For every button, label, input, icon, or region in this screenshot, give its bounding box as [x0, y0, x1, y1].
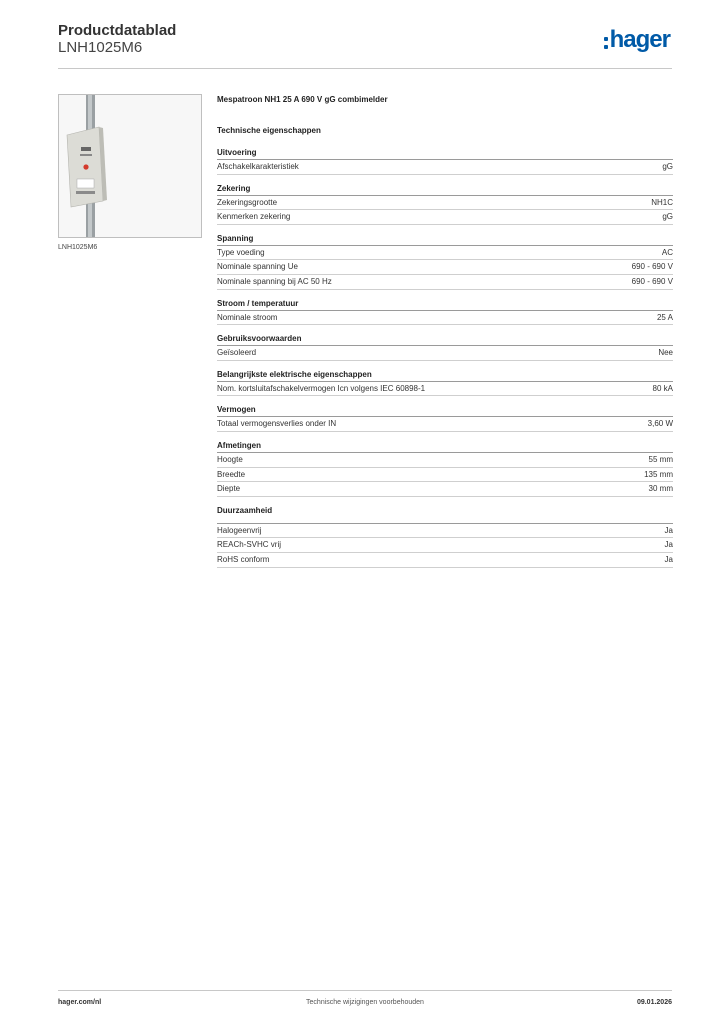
- fuse-cartridge-photo-icon: [58, 94, 202, 238]
- spec-row: [217, 210, 673, 225]
- product-name: Mespatroon NH1 25 A 690 V gG combimelder: [217, 95, 388, 104]
- product-code: LNH1025M6: [58, 39, 143, 56]
- page-header: [58, 22, 672, 69]
- spec-row: [217, 417, 673, 432]
- spec-group-gebruiksvoorwaarden: [217, 333, 673, 361]
- group-title: Afmetingen: [217, 440, 673, 453]
- group-title: Uitvoering: [217, 147, 673, 160]
- spec-row: [217, 260, 673, 275]
- spec-label: Totaal vermogensverlies onder IN: [217, 419, 337, 429]
- hager-logo: [604, 26, 670, 54]
- spec-value: 690 - 690 V: [631, 276, 673, 286]
- spec-value: 55 mm: [648, 454, 673, 464]
- spec-row: [217, 160, 673, 175]
- document-title: Productdatablad: [58, 22, 177, 39]
- spec-row: [217, 196, 673, 211]
- group-title: Gebruiksvoorwaarden: [217, 333, 673, 346]
- spec-group-elektrisch: [217, 369, 673, 397]
- spec-row: [217, 453, 673, 468]
- spec-group-spanning: [217, 233, 673, 290]
- spec-label: Nom. kortsluitafschakelvermogen Icn volgens IEC 60898-1: [217, 383, 426, 393]
- spec-label: Nominale spanning bij AC 50 Hz: [217, 276, 332, 286]
- spec-row: [217, 553, 673, 568]
- spec-value: NH1C: [651, 197, 673, 207]
- page-footer: [58, 990, 672, 1013]
- spec-label: Nominale stroom: [217, 312, 278, 322]
- spec-label: Geïsoleerd: [217, 348, 257, 358]
- spec-value: AC: [661, 247, 673, 257]
- spec-group-zekering: [217, 183, 673, 225]
- spec-label: Afschakelkarakteristiek: [217, 162, 299, 171]
- spec-row: [217, 468, 673, 483]
- spec-row: [217, 346, 673, 361]
- spec-value: 30 mm: [648, 484, 673, 494]
- spec-label: Zekeringsgrootte: [217, 197, 278, 207]
- footer-notice: Technische wijzigingen voorbehouden: [306, 999, 424, 1006]
- spec-value: 80 kA: [652, 383, 673, 393]
- footer-date: 09.01.2026: [636, 999, 672, 1006]
- spec-value: gG: [662, 162, 673, 171]
- spec-row: [217, 382, 673, 397]
- spec-label: Kenmerken zekering: [217, 212, 291, 222]
- spec-group-uitvoering: [217, 147, 673, 175]
- spec-label: Diepte: [217, 484, 241, 494]
- spec-group-duurzaamheid: [217, 505, 673, 568]
- spec-value: 690 - 690 V: [631, 262, 673, 272]
- spec-value: 135 mm: [644, 469, 673, 479]
- spec-value: 3,60 W: [647, 419, 673, 429]
- group-title: Stroom / temperatuur: [217, 298, 673, 311]
- group-title: Duurzaamheid: [217, 505, 673, 524]
- footer-website-link[interactable]: hager.com/nl: [58, 999, 102, 1006]
- logo-text: hager: [609, 26, 670, 53]
- spec-value: Ja: [664, 554, 673, 564]
- spec-row: [217, 482, 673, 497]
- spec-label: Breedte: [217, 469, 246, 479]
- spec-value: Ja: [664, 540, 673, 550]
- spec-label: RoHS conform: [217, 554, 270, 564]
- spec-group-vermogen: [217, 404, 673, 432]
- group-title: Belangrijkste elektrische eigenschappen: [217, 369, 673, 382]
- spec-row: [217, 311, 673, 326]
- spec-group-stroom: [217, 298, 673, 326]
- spec-value: Ja: [664, 525, 673, 535]
- spec-row: [217, 275, 673, 290]
- spec-row: [217, 538, 673, 553]
- spec-value: Nee: [658, 348, 673, 358]
- group-title: Spanning: [217, 233, 673, 246]
- tech-properties-heading: Technische eigenschappen: [217, 126, 321, 135]
- logo-dots-icon: [604, 37, 608, 49]
- group-title: Vermogen: [217, 404, 673, 417]
- product-details: [217, 95, 673, 576]
- spec-label: Halogeenvrij: [217, 525, 262, 535]
- spec-label: REACh-SVHC vrij: [217, 540, 282, 550]
- image-caption: LNH1025M6: [58, 244, 98, 251]
- spec-value: 25 A: [656, 312, 673, 322]
- spec-row: [217, 524, 673, 539]
- spec-group-afmetingen: [217, 440, 673, 497]
- spec-label: Type voeding: [217, 247, 265, 257]
- spec-row: [217, 246, 673, 261]
- spec-label: Nominale spanning Ue: [217, 262, 298, 272]
- group-title: Zekering: [217, 183, 673, 196]
- spec-label: Hoogte: [217, 454, 243, 464]
- spec-value: gG: [662, 212, 673, 222]
